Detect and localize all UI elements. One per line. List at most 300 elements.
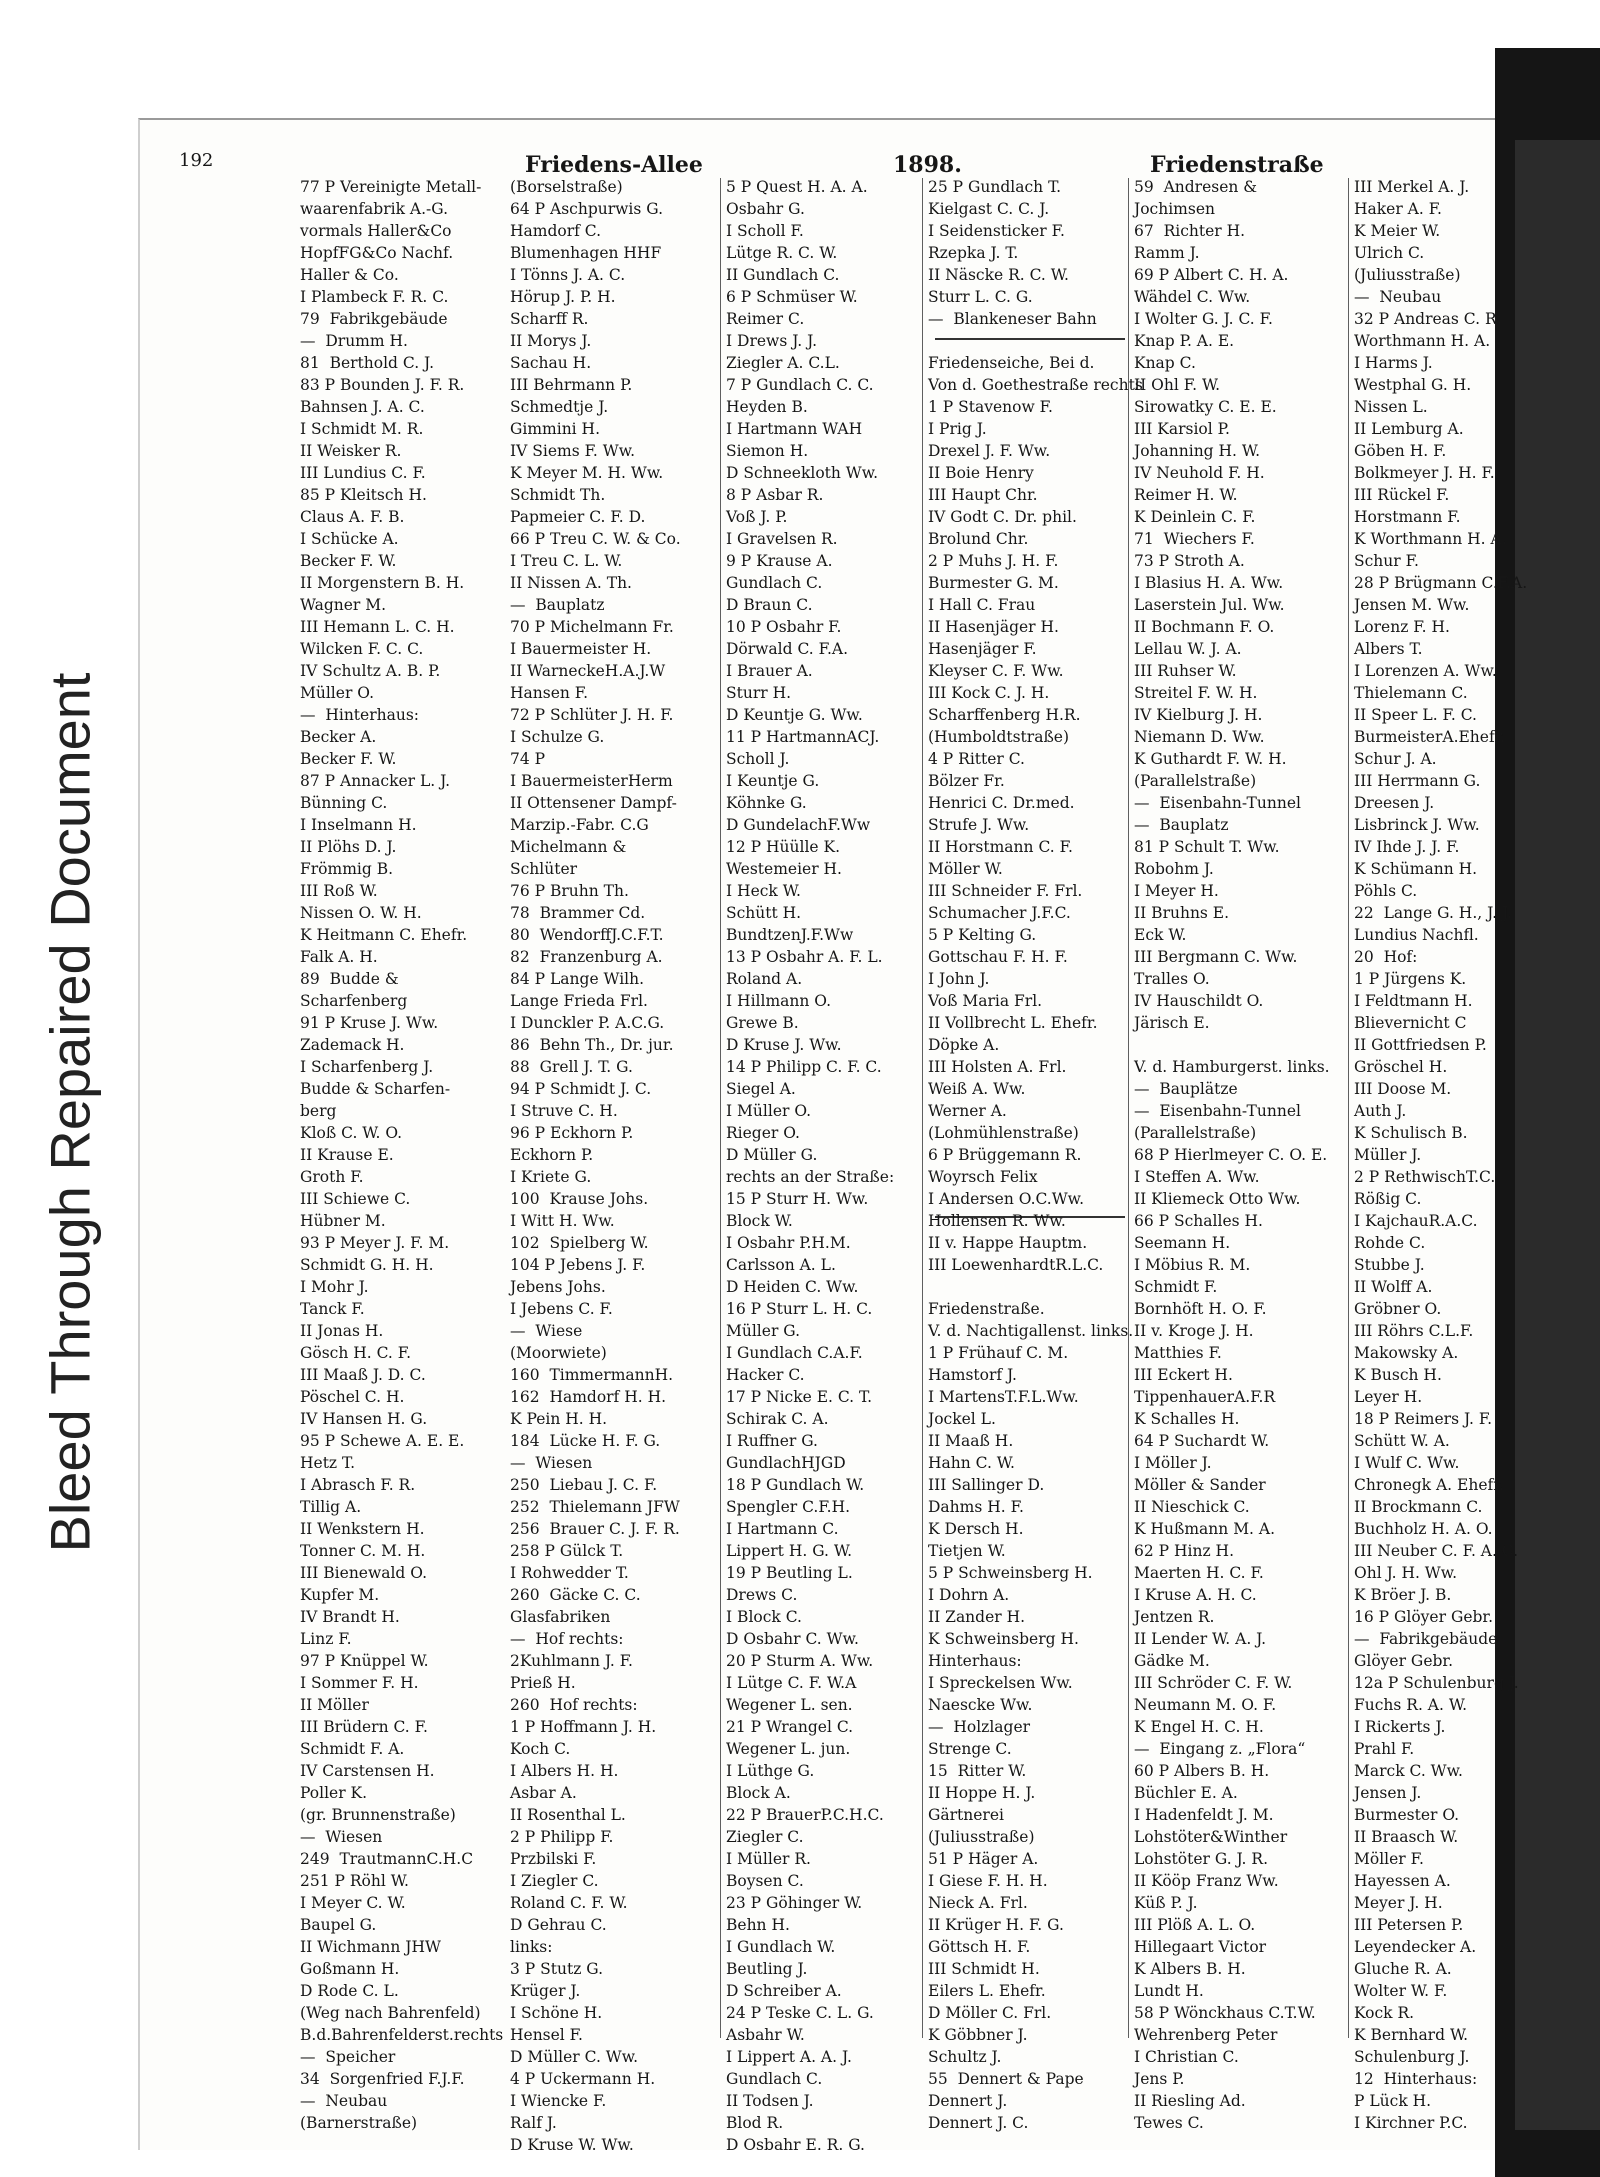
- directory-column-5: [1134, 176, 1330, 2134]
- directory-entry: 58 P Wönckhaus C.T.W.: [1134, 2004, 1316, 2022]
- directory-entry: 18 P Reimers J. F.: [1354, 1410, 1493, 1428]
- directory-entry: I Schmidt M. R.: [300, 420, 424, 438]
- directory-entry: I Lüthge G.: [726, 1762, 815, 1780]
- directory-entry: K Busch H.: [1354, 1366, 1442, 1384]
- directory-entry: Maerten H. C. F.: [1134, 1564, 1264, 1582]
- directory-entry: 256 Brauer C. J. F. R.: [510, 1520, 680, 1538]
- directory-entry: Bahnsen J. A. C.: [300, 398, 425, 416]
- directory-entry: Köhnke G.: [726, 794, 807, 812]
- directory-entry: Becker A.: [300, 728, 377, 746]
- directory-entry: Rzepka J. T.: [928, 244, 1019, 262]
- directory-entry: II Lender W. A. J.: [1134, 1630, 1267, 1648]
- directory-entry: Schumacher J.F.C.: [928, 904, 1071, 922]
- directory-entry: 13 P Osbahr A. F. L.: [726, 948, 883, 966]
- directory-entry: I Schulze G.: [510, 728, 605, 746]
- directory-entry: waarenfabrik A.-G.: [300, 200, 449, 218]
- directory-entry: I Jebens C. F.: [510, 1300, 613, 1318]
- directory-entry: II Morgenstern B. H.: [300, 574, 465, 592]
- directory-entry: 66 P Treu C. W. & Co.: [510, 530, 681, 548]
- directory-entry: 84 P Lange Wilh.: [510, 970, 645, 988]
- directory-entry: I Kruse A. H. C.: [1134, 1586, 1257, 1604]
- directory-entry: I Harms J.: [1354, 354, 1433, 372]
- directory-entry: Schütt H.: [726, 904, 802, 922]
- directory-entry: — Fabrikgebäude: [1354, 1630, 1498, 1648]
- directory-entry: 72 P Schlüter J. H. F.: [510, 706, 674, 724]
- directory-entry: — Hof rechts:: [510, 1630, 624, 1648]
- directory-entry: I Tönns J. A. C.: [510, 266, 626, 284]
- directory-entry: II Krüger H. F. G.: [928, 1916, 1064, 1934]
- directory-entry: Müller O.: [300, 684, 375, 702]
- directory-entry: Lütge R. C. W.: [726, 244, 838, 262]
- directory-entry: Prieß H.: [510, 1674, 576, 1692]
- directory-entry: Jensen J.: [1354, 1784, 1422, 1802]
- directory-entry: Von d. Goethestraße rechts: [928, 376, 1143, 394]
- directory-entry: — Eisenbahn-Tunnel: [1134, 794, 1301, 812]
- directory-entry: — Bauplätze: [1134, 1080, 1238, 1098]
- directory-entry: 1 P Hoffmann J. H.: [510, 1718, 657, 1736]
- directory-entry: D Keuntje G. Ww.: [726, 706, 863, 724]
- directory-entry: Falk A. H.: [300, 948, 378, 966]
- directory-entry: 93 P Meyer J. F. M.: [300, 1234, 450, 1252]
- directory-entry: 12 Hinterhaus:: [1354, 2070, 1478, 2088]
- directory-entry: III Roß W.: [300, 882, 378, 900]
- directory-entry: 20 P Sturm A. Ww.: [726, 1652, 874, 1670]
- directory-entry: Becker F. W.: [300, 552, 397, 570]
- directory-entry: Bölzer Fr.: [928, 772, 1005, 790]
- directory-entry: Hahn C. W.: [928, 1454, 1015, 1472]
- directory-entry: Wegener L. sen.: [726, 1696, 853, 1714]
- directory-entry: Block A.: [726, 1784, 791, 1802]
- directory-entry: (Parallelstraße): [1134, 772, 1257, 790]
- directory-entry: Göben H. F.: [1354, 442, 1447, 460]
- directory-entry: 104 P Jebens J. F.: [510, 1256, 646, 1274]
- directory-entry: Eckhorn P.: [510, 1146, 594, 1164]
- directory-entry: (Weg nach Bahrenfeld): [300, 2004, 481, 2022]
- directory-entry: I Lütge C. F. W.A: [726, 1674, 857, 1692]
- directory-entry: I Meyer C. W.: [300, 1894, 406, 1912]
- directory-entry: K Bröer J. B.: [1354, 1586, 1452, 1604]
- directory-entry: 85 P Kleitsch H.: [300, 486, 427, 504]
- directory-entry: Burmester O.: [1354, 1806, 1460, 1824]
- directory-entry: K Schulisch B.: [1354, 1124, 1468, 1142]
- directory-entry: Werner A.: [928, 1102, 1007, 1120]
- directory-entry: Weiß A. Ww.: [928, 1080, 1026, 1098]
- directory-entry: Reimer C.: [726, 310, 805, 328]
- directory-entry: II Riesling Ad.: [1134, 2092, 1246, 2110]
- directory-entry: 3 P Stutz G.: [510, 1960, 604, 1978]
- directory-entry: Ziegler C.: [726, 1828, 804, 1846]
- directory-entry: IV Hansen H. G.: [300, 1410, 428, 1428]
- directory-entry: I Hadenfeldt J. M.: [1134, 1806, 1274, 1824]
- directory-entry: III Herrmann G.: [1354, 772, 1481, 790]
- directory-entry: Knap P. A. E.: [1134, 332, 1235, 350]
- directory-entry: Lohstöter G. J. R.: [1134, 1850, 1269, 1868]
- directory-entry: — Drumm H.: [300, 332, 408, 350]
- directory-entry: II Rosenthal L.: [510, 1806, 626, 1824]
- directory-entry: III Sallinger D.: [928, 1476, 1045, 1494]
- directory-entry: Carlsson A. L.: [726, 1256, 836, 1274]
- directory-entry: Papmeier C. F. D.: [510, 508, 646, 526]
- directory-entry: Marck C. Ww.: [1354, 1762, 1463, 1780]
- directory-entry: Beutling J.: [726, 1960, 808, 1978]
- directory-entry: I Meyer H.: [1134, 882, 1219, 900]
- directory-entry: I Gravelsen R.: [726, 530, 838, 548]
- directory-entry: Johanning H. W.: [1134, 442, 1261, 460]
- directory-entry: I BauermeisterHerm: [510, 772, 673, 790]
- directory-entry: Hörup J. P. H.: [510, 288, 616, 306]
- directory-entry: II Brockmann C.: [1354, 1498, 1483, 1516]
- directory-entry: Küß P. J.: [1134, 1894, 1198, 1912]
- directory-entry: K Pein H. H.: [510, 1410, 608, 1428]
- directory-entry: I Scholl F.: [726, 222, 804, 240]
- directory-entry: 260 Hof rechts:: [510, 1696, 638, 1714]
- directory-entry: Friedenstraße.: [928, 1300, 1045, 1318]
- directory-entry: Strufe J. Ww.: [928, 816, 1030, 834]
- directory-entry: — Bauplatz: [1134, 816, 1229, 834]
- directory-entry: Hübner M.: [300, 1212, 386, 1230]
- directory-entry: Leyer H.: [1354, 1388, 1423, 1406]
- directory-entry: D Schreiber A.: [726, 1982, 842, 2000]
- directory-entry: III Petersen P.: [1354, 1916, 1464, 1934]
- directory-entry: Lundius Nachfl.: [1354, 926, 1479, 944]
- directory-entry: II Bochmann F. O.: [1134, 618, 1275, 636]
- directory-entry: II Weisker R.: [300, 442, 402, 460]
- directory-entry: — Neubau: [1354, 288, 1442, 306]
- directory-entry: Kielgast C. C. J.: [928, 200, 1050, 218]
- directory-entry: IV Siems F. Ww.: [510, 442, 636, 460]
- directory-entry: IV Kielburg J. H.: [1134, 706, 1263, 724]
- directory-entry: 252 Thielemann JFW: [510, 1498, 680, 1516]
- directory-entry: Boysen C.: [726, 1872, 804, 1890]
- directory-entry: III Rückel F.: [1354, 486, 1450, 504]
- directory-entry: Nieck A. Frl.: [928, 1894, 1028, 1912]
- directory-entry: 82 Franzenburg A.: [510, 948, 663, 966]
- directory-entry: 12 P Hüülle K.: [726, 838, 841, 856]
- directory-entry: Siegel A.: [726, 1080, 796, 1098]
- directory-entry: I Scharfenberg J.: [300, 1058, 434, 1076]
- directory-entry: I Hartmann WAH: [726, 420, 863, 438]
- directory-entry: III Röhrs C.L.F.: [1354, 1322, 1474, 1340]
- directory-entry: Budde & Scharfen-: [300, 1080, 451, 1098]
- directory-entry: Schultz J.: [928, 2048, 1002, 2066]
- directory-entry: III Lundius C. F.: [300, 464, 426, 482]
- directory-entry: I Ziegler C.: [510, 1872, 599, 1890]
- directory-entry: II Maaß H.: [928, 1432, 1014, 1450]
- directory-entry: K Schalles H.: [1134, 1410, 1240, 1428]
- directory-entry: Ohl J. H. Ww.: [1354, 1564, 1458, 1582]
- directory-entry: II Gottfriedsen P.: [1354, 1036, 1487, 1054]
- directory-entry: Möller & Sander: [1134, 1476, 1266, 1494]
- directory-entry: Gundlach C.: [726, 574, 823, 592]
- directory-column-4: [928, 176, 1143, 2134]
- directory-entry: 23 P Göhinger W.: [726, 1894, 863, 1912]
- directory-entry: Grewe B.: [726, 1014, 799, 1032]
- directory-entry: Haller & Co.: [300, 266, 399, 284]
- directory-entry: Groth F.: [300, 1168, 364, 1186]
- directory-entry: Strenge C.: [928, 1740, 1012, 1758]
- directory-entry: 8 P Asbar R.: [726, 486, 824, 504]
- directory-entry: (Parallelstraße): [1134, 1124, 1257, 1142]
- directory-entry: 12a P Schulenburg J.: [1354, 1674, 1519, 1692]
- directory-entry: I Hillmann O.: [726, 992, 831, 1010]
- directory-entry: I Andersen O.C.Ww.: [928, 1190, 1085, 1208]
- directory-entry: I Osbahr P.H.M.: [726, 1234, 851, 1252]
- directory-entry: Tewes C.: [1134, 2114, 1204, 2132]
- directory-entry: K Schweinsberg H.: [928, 1630, 1079, 1648]
- directory-entry: I Ruffner G.: [726, 1432, 818, 1450]
- directory-entry: — Eingang z. „Flora“: [1134, 1740, 1306, 1758]
- directory-entry: 22 P BrauerP.C.H.C.: [726, 1806, 884, 1824]
- directory-entry: — Speicher: [300, 2048, 396, 2066]
- column-rule: [1348, 178, 1349, 2038]
- directory-entry: II WarneckeH.A.J.W: [510, 662, 666, 680]
- directory-entry: Matthies F.: [1134, 1344, 1222, 1362]
- directory-entry: D Kruse W. Ww.: [510, 2136, 634, 2154]
- directory-entry: Voß J. P.: [726, 508, 788, 526]
- directory-entry: I John J.: [928, 970, 990, 988]
- directory-entry: Meyer J. H.: [1354, 1894, 1443, 1912]
- directory-entry: Bornhöft H. O. F.: [1134, 1300, 1267, 1318]
- directory-entry: Drews C.: [726, 1586, 798, 1604]
- directory-entry: II Vollbrecht L. Ehefr.: [928, 1014, 1098, 1032]
- directory-entry: 87 P Annacker L. J.: [300, 772, 451, 790]
- directory-entry: 184 Lücke H. F. G.: [510, 1432, 661, 1450]
- directory-entry: Bünning C.: [300, 794, 388, 812]
- directory-entry: Ulrich C.: [1354, 244, 1425, 262]
- directory-entry: I Steffen A. Ww.: [1134, 1168, 1260, 1186]
- directory-entry: 64 P Aschpurwis G.: [510, 200, 663, 218]
- directory-entry: Jensen M. Ww.: [1354, 596, 1470, 614]
- directory-entry: 28 P Brügmann C.F.A.: [1354, 574, 1528, 592]
- directory-entry: I Sommer F. H.: [300, 1674, 419, 1692]
- directory-entry: Reimer H. W.: [1134, 486, 1238, 504]
- directory-entry: Asbar A.: [510, 1784, 577, 1802]
- directory-entry: GundlachHJGD: [726, 1454, 846, 1472]
- directory-entry: I KajchauR.A.C.: [1354, 1212, 1478, 1230]
- directory-entry: D Osbahr E. R. G.: [726, 2136, 865, 2154]
- directory-entry: K Schümann H.: [1354, 860, 1478, 878]
- directory-entry: K Heitmann C. Ehefr.: [300, 926, 468, 944]
- directory-column-6: [1354, 176, 1527, 2134]
- directory-entry: Gröschel H.: [1354, 1058, 1448, 1076]
- directory-entry: links:: [510, 1938, 553, 1956]
- directory-entry: — Hinterhaus:: [300, 706, 420, 724]
- directory-entry: III Bienewald O.: [300, 1564, 428, 1582]
- directory-entry: Schmidt Th.: [510, 486, 606, 504]
- directory-entry: 258 P Gülck T.: [510, 1542, 624, 1560]
- directory-entry: (Lohmühlenstraße): [928, 1124, 1079, 1142]
- directory-entry: I Mohr J.: [300, 1278, 369, 1296]
- directory-entry: I Rohwedder T.: [510, 1564, 629, 1582]
- directory-entry: Dahms H. F.: [928, 1498, 1024, 1516]
- directory-entry: Tanck F.: [300, 1300, 365, 1318]
- directory-entry: Friedenseiche, Bei d.: [928, 354, 1095, 372]
- directory-entry: II Näscke R. C. W.: [928, 266, 1069, 284]
- directory-entry: Woyrsch Felix: [928, 1168, 1038, 1186]
- directory-entry: V. d. Hamburgerst. links.: [1134, 1058, 1330, 1076]
- directory-entry: rechts an der Straße:: [726, 1168, 895, 1186]
- directory-entry: [928, 330, 1143, 352]
- directory-entry: Blod R.: [726, 2114, 784, 2132]
- directory-entry: 73 P Stroth A.: [1134, 552, 1245, 570]
- directory-entry: I Heck W.: [726, 882, 801, 900]
- directory-entry: Neumann M. O. F.: [1134, 1696, 1277, 1714]
- directory-entry: D Möller C. Frl.: [928, 2004, 1052, 2022]
- directory-entry: 86 Behn Th., Dr. jur.: [510, 1036, 674, 1054]
- directory-entry: Sturr L. C. G.: [928, 288, 1033, 306]
- directory-entry: Pöhls C.: [1354, 882, 1418, 900]
- directory-entry: II Krause E.: [300, 1146, 394, 1164]
- header-left-street: Friedens-Allee: [525, 152, 703, 178]
- directory-entry: Claus A. F. B.: [300, 508, 405, 526]
- directory-entry: Schirak C. A.: [726, 1410, 829, 1428]
- directory-entry: I Müller R.: [726, 1850, 811, 1868]
- directory-entry: Lippert H. G. W.: [726, 1542, 853, 1560]
- directory-entry: BundtzenJ.F.Ww: [726, 926, 854, 944]
- directory-entry: D Gehrau C.: [510, 1916, 607, 1934]
- directory-column-1: [300, 176, 503, 2134]
- page-number: 192: [179, 150, 214, 171]
- directory-entry: Järisch E.: [1134, 1014, 1210, 1032]
- directory-entry: P Lück H.: [1354, 2092, 1432, 2110]
- directory-entry: Möller F.: [1354, 1850, 1424, 1868]
- directory-entry: Wolter W. F.: [1354, 1982, 1448, 2000]
- directory-entry: Schmedtje J.: [510, 398, 609, 416]
- directory-entry: Auth J.: [1354, 1102, 1407, 1120]
- directory-entry: I Albers H. H.: [510, 1762, 619, 1780]
- directory-entry: II Lemburg A.: [1354, 420, 1464, 438]
- directory-entry: I Müller O.: [726, 1102, 812, 1120]
- directory-entry: I Rickerts J.: [1354, 1718, 1446, 1736]
- directory-entry: I Seidensticker F.: [928, 222, 1065, 240]
- directory-entry: Kleyser C. F. Ww.: [928, 662, 1064, 680]
- directory-entry: 15 P Sturr H. Ww.: [726, 1190, 869, 1208]
- directory-entry: Pöschel C. H.: [300, 1388, 405, 1406]
- directory-entry: 1 P Stavenow F.: [928, 398, 1053, 416]
- directory-entry: IV Neuhold F. H.: [1134, 464, 1265, 482]
- directory-entry: I Dohrn A.: [928, 1586, 1010, 1604]
- directory-entry: (Moorwiete): [510, 1344, 607, 1362]
- directory-entry: III Neuber C. F. A. C.: [1354, 1542, 1519, 1560]
- directory-entry: Lange Frieda Frl.: [510, 992, 648, 1010]
- directory-entry: 250 Liebau J. C. F.: [510, 1476, 658, 1494]
- directory-entry: II Wenkstern H.: [300, 1520, 425, 1538]
- directory-entry: Scharfenberg: [300, 992, 408, 1010]
- directory-entry: Göttsch H. F.: [928, 1938, 1031, 1956]
- directory-entry: Eck W.: [1134, 926, 1187, 944]
- directory-entry: II v. Happe Hauptm.: [928, 1234, 1088, 1252]
- directory-entry: Thielemann C.: [1354, 684, 1468, 702]
- directory-entry: 62 P Hinz H.: [1134, 1542, 1235, 1560]
- directory-entry: 5 P Quest H. A. A.: [726, 178, 868, 196]
- directory-entry: Spengler C.F.H.: [726, 1498, 851, 1516]
- directory-entry: I Giese F. H. H.: [928, 1872, 1048, 1890]
- directory-entry: 5 P Kelting G.: [928, 926, 1037, 944]
- directory-entry: Wilcken F. C. C.: [300, 640, 424, 658]
- directory-entry: III Ruhser W.: [1134, 662, 1237, 680]
- directory-entry: I Drews J. J.: [726, 332, 818, 350]
- directory-entry: II Gundlach C.: [726, 266, 840, 284]
- directory-entry: Horstmann F.: [1354, 508, 1461, 526]
- directory-entry: 1 P Frühauf C. M.: [928, 1344, 1069, 1362]
- directory-entry: II Jonas H.: [300, 1322, 384, 1340]
- directory-entry: Michelmann &: [510, 838, 627, 856]
- directory-entry: I Christian C.: [1134, 2048, 1239, 2066]
- directory-entry: Voß Maria Frl.: [928, 992, 1043, 1010]
- directory-entry: Hasenjäger F.: [928, 640, 1037, 658]
- directory-entry: Wegener L. jun.: [726, 1740, 851, 1758]
- directory-entry: 89 Budde &: [300, 970, 399, 988]
- directory-entry: 9 P Krause A.: [726, 552, 833, 570]
- directory-entry: Lohstöter&Winther: [1134, 1828, 1288, 1846]
- directory-entry: Bolkmeyer J. H. F.: [1354, 464, 1495, 482]
- directory-entry: 16 P Glöyer Gebr.: [1354, 1608, 1494, 1626]
- directory-entry: II Speer L. F. C.: [1354, 706, 1477, 724]
- directory-entry: 69 P Albert C. H. A.: [1134, 266, 1289, 284]
- directory-entry: Schulenburg J.: [1354, 2048, 1470, 2066]
- directory-entry: D Osbahr C. Ww.: [726, 1630, 859, 1648]
- directory-entry: II Plöhs D. J.: [300, 838, 397, 856]
- directory-entry: Wähdel C. Ww.: [1134, 288, 1251, 306]
- directory-entry: K Hußmann M. A.: [1134, 1520, 1276, 1538]
- directory-entry: I Bauermeister H.: [510, 640, 652, 658]
- directory-entry: I Gundlach C.A.F.: [726, 1344, 863, 1362]
- directory-entry: (gr. Brunnenstraße): [300, 1806, 456, 1824]
- directory-entry: — Blankeneser Bahn: [928, 310, 1097, 328]
- directory-entry: 4 P Uckermann H.: [510, 2070, 656, 2088]
- directory-entry: I Block C.: [726, 1608, 802, 1626]
- directory-entry: 55 Dennert & Pape: [928, 2070, 1084, 2088]
- directory-entry: Rieger O.: [726, 1124, 800, 1142]
- directory-entry: Gottschau F. H. F.: [928, 948, 1068, 966]
- directory-entry: Makowsky A.: [1354, 1344, 1459, 1362]
- directory-entry: 79 Fabrikgebäude: [300, 310, 448, 328]
- directory-entry: Lisbrinck J. Ww.: [1354, 816, 1480, 834]
- directory-entry: III Schmidt H.: [928, 1960, 1040, 1978]
- directory-entry: 2 P Muhs J. H. F.: [928, 552, 1059, 570]
- directory-column-2: [510, 176, 681, 2156]
- directory-entry: Möller W.: [928, 860, 1003, 878]
- directory-entry: K Meier W.: [1354, 222, 1441, 240]
- directory-entry: Heyden B.: [726, 398, 808, 416]
- directory-entry: Fuchs R. A. W.: [1354, 1696, 1468, 1714]
- directory-entry: K Dersch H.: [928, 1520, 1024, 1538]
- directory-entry: Seemann H.: [1134, 1234, 1231, 1252]
- directory-entry: (Juliusstraße): [1354, 266, 1461, 284]
- directory-entry: 2 P RethwischT.C.: [1354, 1168, 1496, 1186]
- directory-entry: Kloß C. W. O.: [300, 1124, 403, 1142]
- directory-entry: II Nissen A. Th.: [510, 574, 632, 592]
- directory-entry: Jochimsen: [1134, 200, 1215, 218]
- column-rule: [720, 178, 721, 2038]
- directory-entry: Schmidt F.: [1134, 1278, 1218, 1296]
- directory-entry: Scharff R.: [510, 310, 589, 328]
- directory-entry: Hansen F.: [510, 684, 589, 702]
- directory-entry: Schlüter: [510, 860, 578, 878]
- directory-entry: — Bauplatz: [510, 596, 605, 614]
- directory-entry: Chronegk A. Ehefr.: [1354, 1476, 1504, 1494]
- directory-entry: Drexel J. F. Ww.: [928, 442, 1051, 460]
- directory-entry: V. d. Nachtigallenst. links.: [928, 1322, 1134, 1340]
- directory-entry: 17 P Nicke E. C. T.: [726, 1388, 873, 1406]
- directory-entry: Tralles O.: [1134, 970, 1210, 988]
- directory-entry: Gröbner O.: [1354, 1300, 1442, 1318]
- directory-entry: I Inselmann H.: [300, 816, 417, 834]
- directory-entry: II Kööp Franz Ww.: [1134, 1872, 1279, 1890]
- directory-entry: I Keuntje G.: [726, 772, 820, 790]
- directory-entry: [928, 1276, 1143, 1298]
- directory-entry: Krüger J.: [510, 1982, 581, 2000]
